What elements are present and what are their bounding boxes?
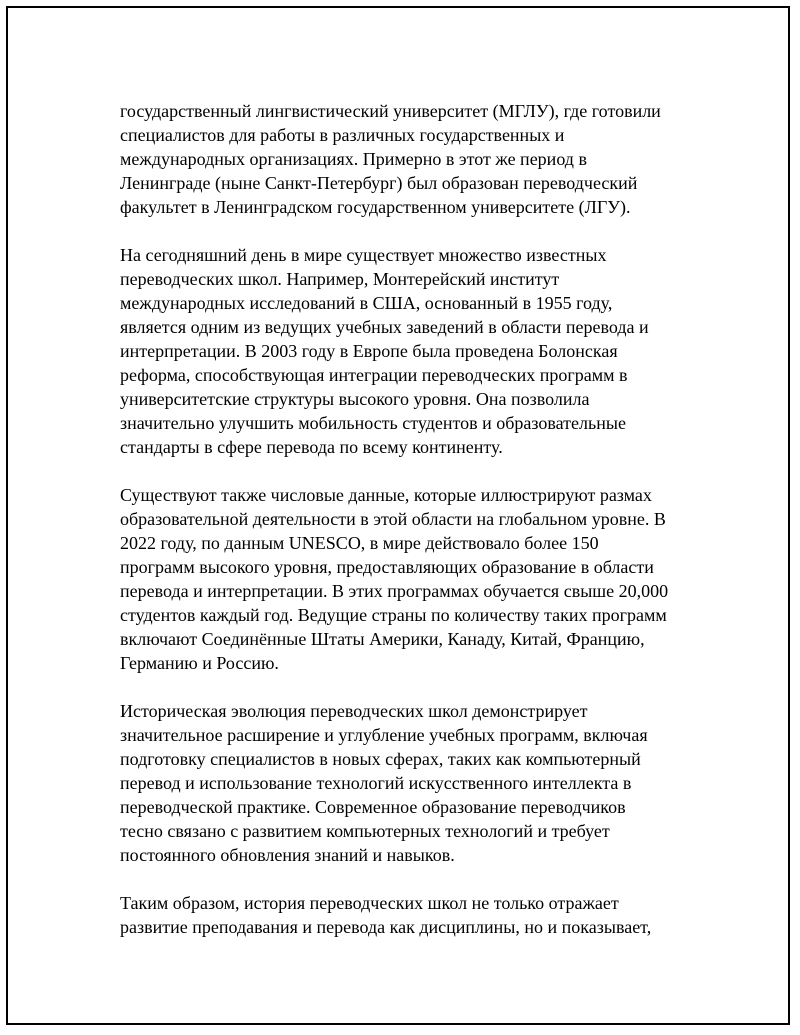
text-line: тесно связано с развитием компьютерных технологий и требует [120, 821, 610, 841]
text-line: Таким образом, история переводческих школ не только отражает [120, 893, 619, 913]
paragraph [120, 483, 680, 675]
document-body [120, 99, 680, 963]
text-line: Германию и Россию. [120, 653, 279, 673]
text-line: Существуют также числовые данные, которые иллюстрируют размах [120, 485, 652, 505]
text-line: специалистов для работы в различных государственных и [120, 125, 565, 145]
text-line: 2022 году, по данным UNESCO, в мире действовало более 150 [120, 533, 599, 553]
text-line: Ленинграде (ныне Санкт-Петербург) был образован переводческий [120, 173, 638, 193]
text-line: переводческих школ. Например, Монтерейский институт [120, 269, 560, 289]
text-line: университетские структуры высокого уровня. Она позволила [120, 389, 590, 409]
text-line: является одним из ведущих учебных заведений в области перевода и [120, 317, 649, 337]
paragraph [120, 891, 680, 939]
text-line: международных организациях. Примерно в этот же период в [120, 149, 587, 169]
text-line: образовательной деятельности в этой области на глобальном уровне. В [120, 509, 666, 529]
text-line: переводческой практике. Современное образование переводчиков [120, 797, 626, 817]
text-line: значительное расширение и углубление учебных программ, включая [120, 725, 648, 745]
text-line: перевод и использование технологий искусственного интеллекта в [120, 773, 632, 793]
paragraph [120, 699, 680, 867]
text-line: государственный лингвистический университет (МГЛУ), где готовили [120, 101, 661, 121]
text-line: интерпретации. В 2003 году в Европе была проведена Болонская [120, 341, 618, 361]
text-line: стандарты в сфере перевода по всему континенту. [120, 437, 503, 457]
text-line: значительно улучшить мобильность студентов и образовательные [120, 413, 626, 433]
paragraph [120, 243, 680, 459]
text-line: реформа, способствующая интеграции переводческих программ в [120, 365, 628, 385]
text-line: Историческая эволюция переводческих школ демонстрирует [120, 701, 588, 721]
text-line: постоянного обновления знаний и навыков. [120, 845, 455, 865]
text-line: перевода и интерпретации. В этих программах обучается свыше 20,000 [120, 581, 669, 601]
text-line: факультет в Ленинградском государственном университете (ЛГУ). [120, 197, 631, 217]
document-page [6, 6, 790, 1025]
text-line: развитие преподавания и перевода как дисциплины, но и показывает, [120, 917, 652, 937]
text-line: программ высокого уровня, предоставляющих образование в области [120, 557, 654, 577]
text-line: международных исследований в США, основанный в 1955 году, [120, 293, 613, 313]
text-line: подготовку специалистов в новых сферах, таких как компьютерный [120, 749, 641, 769]
text-line: студентов каждый год. Ведущие страны по количеству таких программ [120, 605, 667, 625]
text-line: включают Соединённые Штаты Америки, Канаду, Китай, Францию, [120, 629, 645, 649]
text-line: На сегодняшний день в мире существует множество известных [120, 245, 607, 265]
paragraph [120, 99, 680, 219]
